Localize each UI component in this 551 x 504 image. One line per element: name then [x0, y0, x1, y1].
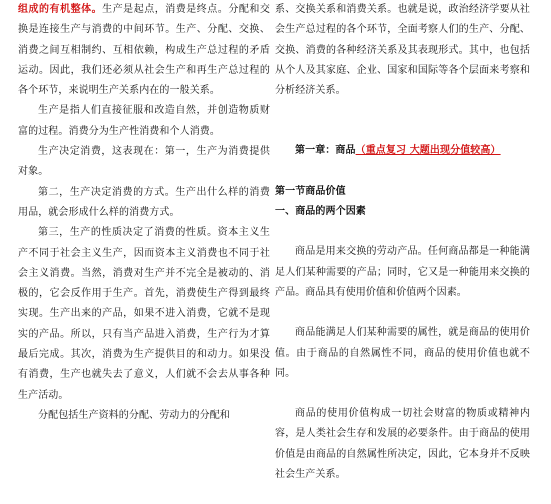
- paragraph-use-value-content: 商品的使用价值构成一切社会财富的物质或精神内容，是人类社会生存和发展的必要条件。由于商品的使用价值是由商品的自然属性所决定，因此，它本身并不反映社会生产关系。: [275, 408, 530, 481]
- left-column: [18, 0, 270, 426]
- chapter-heading: 第一章：商品（重点复习 大题出现分值较高）: [295, 145, 501, 157]
- paragraph-4: 第二，生产决定消费的方式。生产出什么样的消费用品，就会形成什么样的消费方式。: [18, 186, 270, 218]
- right-column: [275, 0, 530, 485]
- chapter-note: （重点复习 大题出现分值较高）: [355, 145, 501, 157]
- highlight-phrase: 组成的有机整体。: [18, 4, 103, 15]
- subsection-heading: 一、商品的两个因素: [275, 206, 366, 218]
- paragraph-1: 组成的有机整体。生产是起点，消费是终点。分配和交换是连接生产与消费的中间环节。生产、分配、交换、消费之间互相制约、互相依赖，构成生产总过程的矛盾运动。因此，我们还必须从社会生产和再生产总过程的各个环节，来说明生产关系内在的一般关系。: [18, 4, 270, 97]
- paragraph-continued: 系、交换关系和消费关系。也就是说，政治经济学要从社会生产总过程的各个环节，全面考察人们的生产、分配、交换、消费的各种经济关系及其表现形式。其中，也包括从个人及其家庭、企业、国家和国际等各个层面来考察和分析经济关系。: [275, 4, 530, 97]
- paragraph-2: 生产是指人们直接征服和改造自然，并创造物质财富的过程。消费分为生产性消费和个人消费。: [18, 105, 270, 137]
- paragraph-6: 分配包括生产资料的分配、劳动力的分配和: [38, 409, 230, 421]
- paragraph-use-value: 商品能满足人们某种需要的属性，就是商品的使用价值。由于商品的自然属性不同，商品的使用价值也就不同。: [275, 327, 530, 379]
- section-heading: 第一节商品价值: [275, 185, 346, 197]
- paragraph-5: 第三，生产的性质决定了消费的性质。资本主义生产不同于社会主义生产，因而资本主义消费也不同于社会主义消费。当然，消费对生产并不完全是被动的、消极的，它会反作用于生产。首先，消费使生产得到最终实现。生产出来的产品，如果不进入消费，它就不是现实的产品。所以，只有当产品进入消费，生产行为才算最后完成。其次，消费为生产提供目的和动力。如果没有消费，生产也就失去了意义，人们就不会去从事各种生产活动。: [18, 227, 270, 401]
- paragraph-commodity-definition: 商品是用来交换的劳动产品。任何商品都是一种能满足人们某种需要的产品；同时，它又是一种能用来交换的产品。商品具有使用价值和价值两个因素。: [275, 246, 530, 298]
- paragraph-3: 生产决定消费，这表现在：第一，生产为消费提供对象。: [18, 146, 270, 178]
